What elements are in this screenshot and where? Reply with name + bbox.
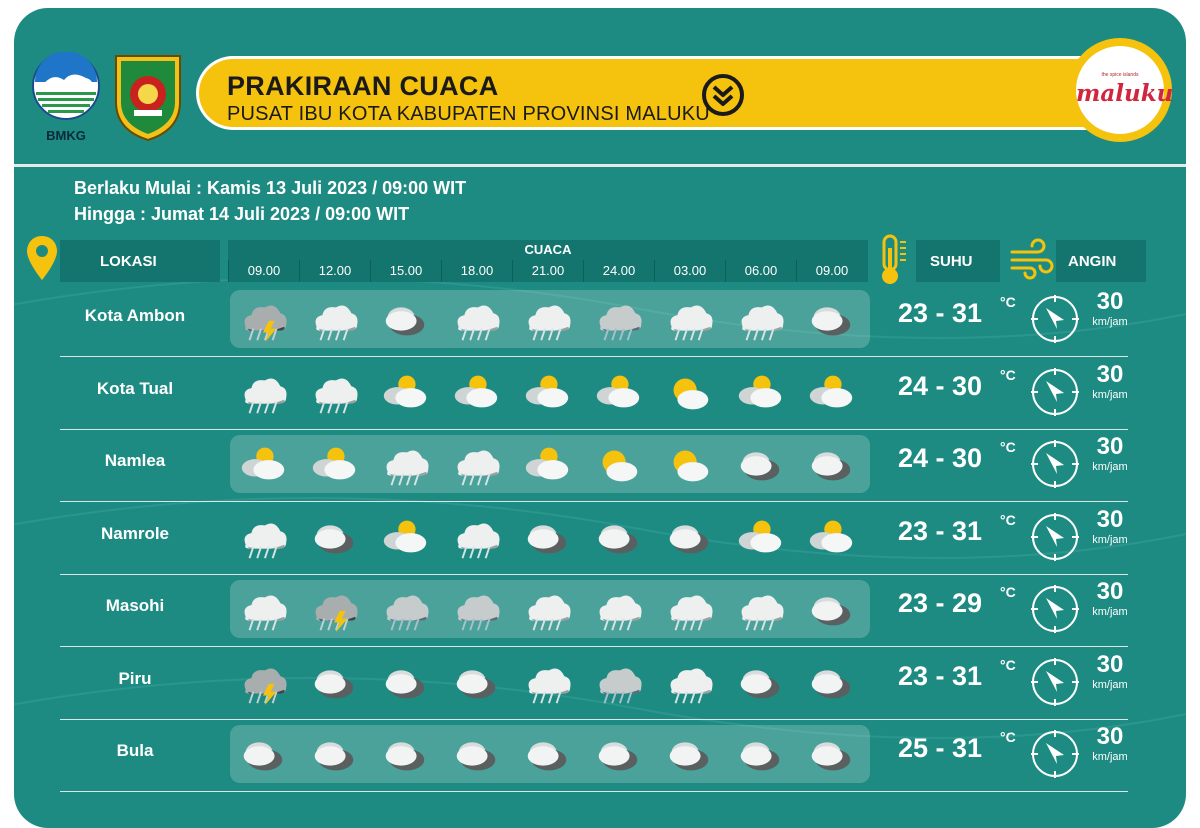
- maluku-tourism-logo: the spice islands maluku: [1068, 38, 1172, 142]
- cloudy-icon: [520, 510, 574, 564]
- temperature-range: 23 - 31: [898, 298, 983, 328]
- light-rain-icon: [307, 292, 361, 346]
- header-angin: ANGIN: [1056, 240, 1146, 282]
- wind-speed-unit: km/jam: [1092, 316, 1128, 328]
- wind-speed: 30: [1096, 723, 1124, 750]
- temperature-unit: °C: [1000, 511, 1016, 528]
- temperature-range: 24 - 30: [898, 443, 983, 473]
- thunderstorm-icon: [236, 655, 290, 709]
- temperature-range: 23 - 29: [898, 588, 983, 618]
- cloudy-icon: [307, 655, 361, 709]
- time-label: 21.00: [512, 260, 583, 282]
- partly-cloudy-icon: [733, 510, 787, 564]
- cloudy-icon: [307, 510, 361, 564]
- light-rain-icon: [591, 582, 645, 636]
- thunderstorm-icon: [236, 292, 290, 346]
- cloudy-icon: [378, 292, 432, 346]
- location-name: Namlea: [104, 451, 166, 470]
- cloudy-icon: [733, 655, 787, 709]
- wind-speed: 30: [1096, 360, 1124, 388]
- light-rain-icon: [378, 437, 432, 491]
- cloudy-icon: [804, 292, 858, 346]
- temperature-unit: °C: [1000, 729, 1016, 745]
- header-suhu: SUHU: [916, 240, 1000, 282]
- partly-cloudy-icon: [591, 365, 645, 419]
- valid-from-text: Berlaku Mulai : Kamis 13 Juli 2023 / 09:00 WIT: [74, 178, 467, 198]
- cloudy-icon: [733, 437, 787, 491]
- cloudy-icon: [378, 727, 432, 781]
- table-row: [60, 719, 1128, 792]
- temperature-range: 23 - 31: [898, 660, 983, 691]
- cloudy-icon: [236, 727, 290, 781]
- cloudy-icon: [804, 582, 858, 636]
- time-label: 03.00: [654, 260, 725, 282]
- page-title: PRAKIRAAN CUACA: [227, 71, 499, 101]
- temperature-unit: °C: [1000, 656, 1016, 673]
- wind-direction-compass-icon: [1030, 584, 1080, 634]
- light-rain-icon: [449, 437, 503, 491]
- wind-speed: 30: [1096, 505, 1124, 533]
- time-label: 09.00: [228, 260, 299, 282]
- time-label: 18.00: [441, 260, 512, 282]
- moderate-rain-icon: [591, 655, 645, 709]
- cloudy-icon: [804, 437, 858, 491]
- time-label: 24.00: [583, 260, 654, 282]
- cloudy-icon: [804, 727, 858, 781]
- light-rain-icon: [307, 365, 361, 419]
- moderate-rain-icon: [449, 582, 503, 636]
- location-pin-icon: [24, 234, 60, 282]
- temperature-unit: °C: [1000, 366, 1016, 383]
- location-name: Namrole: [100, 523, 170, 543]
- thermometer-icon: [872, 234, 912, 286]
- wind-direction-compass-icon: [1030, 512, 1080, 562]
- location-name: Piru: [118, 668, 152, 688]
- cloudy-icon: [520, 727, 574, 781]
- wind-direction-compass-icon: [1030, 439, 1080, 489]
- wind-direction-compass-icon: [1030, 367, 1080, 417]
- wind-speed-unit: km/jam: [1092, 678, 1128, 691]
- cloudy-icon: [591, 510, 645, 564]
- wind-speed-unit: km/jam: [1092, 533, 1128, 546]
- time-label: 15.00: [370, 260, 441, 282]
- wind-direction-compass-icon: [1030, 657, 1080, 707]
- temperature-unit: °C: [1000, 294, 1016, 310]
- header-cuaca: CUACA 09.00 12.00 15.00 18.00 21.00 24.00 03.00 06.00 09.00: [228, 240, 868, 282]
- partly-cloudy-icon: [520, 365, 574, 419]
- sunny-cloudy-icon: [662, 437, 716, 491]
- cloudy-icon: [733, 727, 787, 781]
- table-row: [60, 574, 1128, 647]
- moderate-rain-icon: [591, 292, 645, 346]
- wind-speed: 30: [1096, 433, 1124, 460]
- light-rain-icon: [236, 365, 290, 419]
- wind-direction-compass-icon: [1030, 729, 1080, 779]
- light-rain-icon: [662, 655, 716, 709]
- wind-icon: [1008, 234, 1054, 286]
- time-label: 09.00: [796, 260, 867, 282]
- light-rain-icon: [449, 510, 503, 564]
- light-rain-icon: [520, 655, 574, 709]
- temperature-unit: °C: [1000, 584, 1016, 600]
- valid-until-text: Hingga : Jumat 14 Juli 2023 / 09:00 WIT: [74, 204, 410, 224]
- wind-speed: 30: [1096, 288, 1124, 315]
- maluku-emblem-logo: [112, 50, 184, 142]
- cloudy-icon: [449, 727, 503, 781]
- time-label: 12.00: [299, 260, 370, 282]
- double-chevron-down-icon: [701, 73, 745, 117]
- header-lokasi: LOKASI: [60, 240, 220, 282]
- sunny-cloudy-icon: [591, 437, 645, 491]
- partly-cloudy-icon: [378, 510, 432, 564]
- light-rain-icon: [236, 510, 290, 564]
- wind-direction-compass-icon: [1030, 294, 1080, 344]
- partly-cloudy-icon: [378, 365, 432, 419]
- temperature-unit: °C: [1000, 439, 1016, 455]
- partly-cloudy-icon: [307, 437, 361, 491]
- time-label: 06.00: [725, 260, 796, 282]
- bmkg-label: BMKG: [46, 128, 86, 143]
- partly-cloudy-icon: [520, 437, 574, 491]
- bmkg-logo: [30, 52, 102, 142]
- cloudy-icon: [662, 510, 716, 564]
- partly-cloudy-icon: [804, 510, 858, 564]
- cloudy-icon: [378, 655, 432, 709]
- sunny-cloudy-icon: [662, 365, 716, 419]
- forecast-card: [14, 8, 1186, 828]
- wind-speed: 30: [1096, 650, 1124, 678]
- cloudy-icon: [307, 727, 361, 781]
- cloudy-icon: [449, 655, 503, 709]
- temperature-range: 25 - 31: [898, 733, 983, 763]
- wind-speed: 30: [1096, 578, 1124, 605]
- divider: [14, 164, 1186, 167]
- light-rain-icon: [662, 582, 716, 636]
- title-banner: [196, 56, 1092, 130]
- table-row: [60, 647, 1128, 720]
- partly-cloudy-icon: [449, 365, 503, 419]
- light-rain-icon: [449, 292, 503, 346]
- light-rain-icon: [733, 582, 787, 636]
- location-name: Kota Tual: [96, 378, 174, 398]
- page-subtitle: PUSAT IBU KOTA KABUPATEN PROVINSI MALUKU: [227, 103, 710, 125]
- thunderstorm-icon: [307, 582, 361, 636]
- temperature-range: 24 - 30: [898, 370, 983, 401]
- location-name: Masohi: [105, 596, 165, 615]
- wind-speed-unit: km/jam: [1092, 751, 1128, 763]
- moderate-rain-icon: [378, 582, 432, 636]
- location-name: Bula: [116, 741, 154, 760]
- light-rain-icon: [236, 582, 290, 636]
- table-row: [60, 284, 1128, 357]
- partly-cloudy-icon: [733, 365, 787, 419]
- cloudy-icon: [591, 727, 645, 781]
- table-row: [60, 502, 1128, 575]
- light-rain-icon: [662, 292, 716, 346]
- partly-cloudy-icon: [236, 437, 290, 491]
- light-rain-icon: [520, 292, 574, 346]
- partly-cloudy-icon: [804, 365, 858, 419]
- table-row: [60, 429, 1128, 502]
- location-name: Kota Ambon: [84, 306, 186, 325]
- light-rain-icon: [520, 582, 574, 636]
- cloudy-icon: [804, 655, 858, 709]
- wind-speed-unit: km/jam: [1092, 461, 1128, 473]
- table-row: [60, 357, 1128, 430]
- wind-speed-unit: km/jam: [1092, 388, 1128, 401]
- cloudy-icon: [662, 727, 716, 781]
- temperature-range: 23 - 31: [898, 515, 983, 546]
- light-rain-icon: [733, 292, 787, 346]
- wind-speed-unit: km/jam: [1092, 606, 1128, 618]
